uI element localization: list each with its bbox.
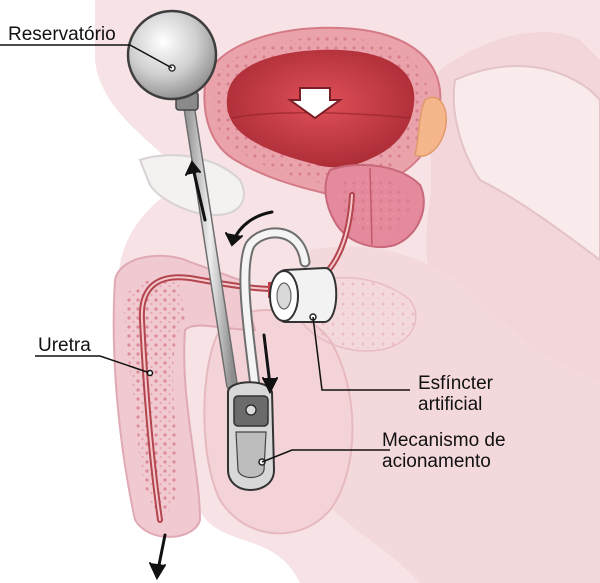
- sphincter-cuff: [268, 268, 336, 322]
- sphincter-label-line1: Esfíncter: [418, 373, 493, 394]
- pump-device: [228, 382, 274, 490]
- urethra-label: Uretra: [38, 335, 91, 356]
- pump-label-line1: Mecanismo de: [382, 430, 506, 451]
- sphincter-label-line2: artificial: [418, 394, 483, 415]
- reservoir-label: Reservatório: [8, 24, 116, 45]
- pump-label-line2: acionamento: [382, 451, 491, 472]
